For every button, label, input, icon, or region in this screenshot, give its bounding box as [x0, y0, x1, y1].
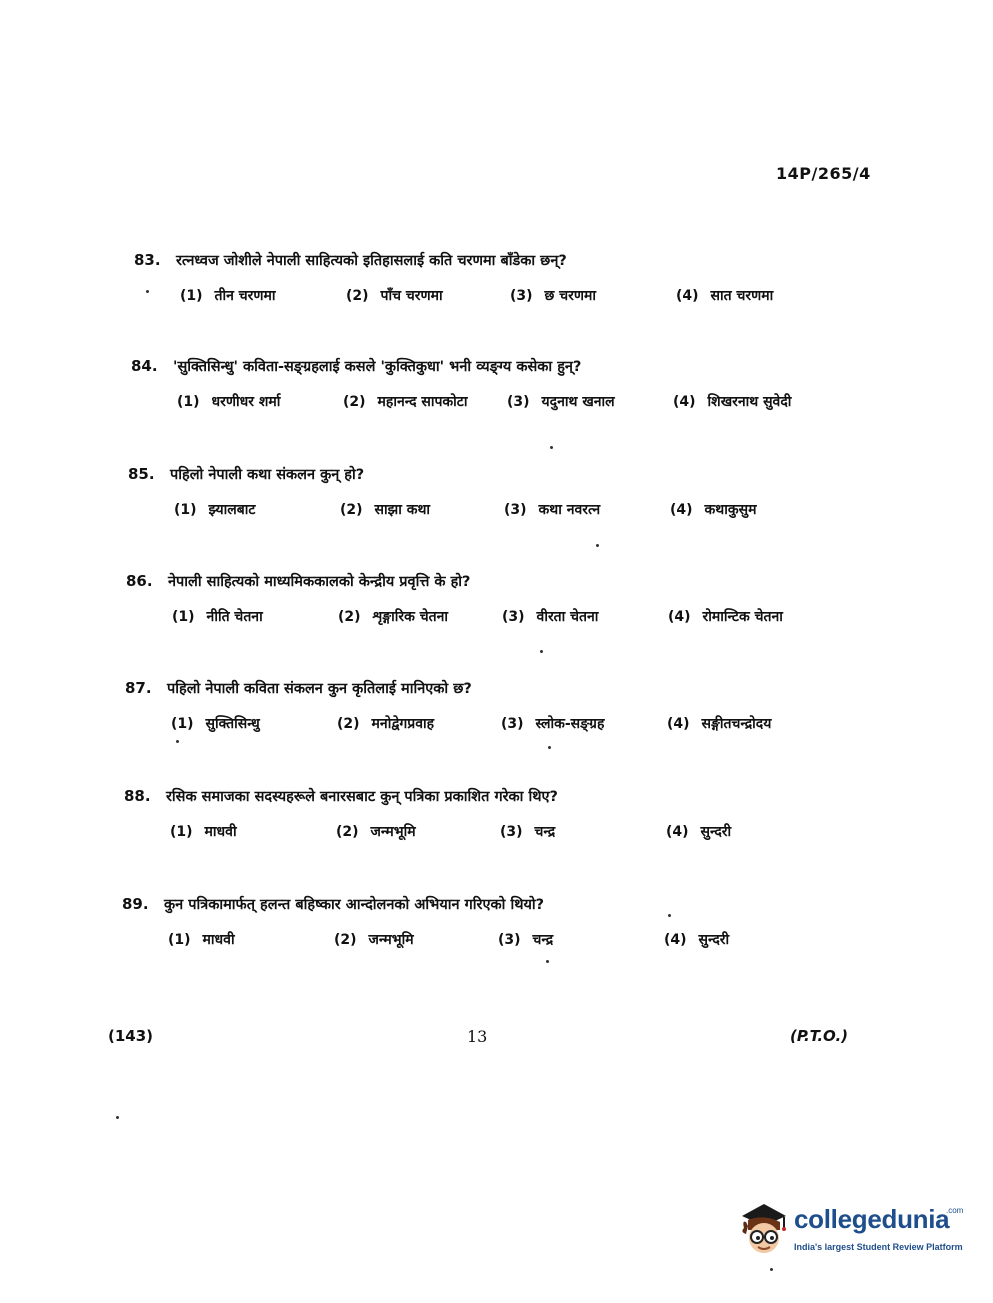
- option-1: (1) माधवी: [170, 824, 237, 840]
- question-88: [124, 786, 824, 852]
- question-text: रत्नध्वज जोशीले नेपाली साहित्यको इतिहासलाई कति चरणमा बाँडेका छन्?: [176, 253, 567, 269]
- student-mascot-icon: [736, 1196, 792, 1256]
- scan-speck: [146, 290, 149, 293]
- options-list: [131, 392, 831, 422]
- question-number: 88.: [124, 787, 151, 805]
- scan-speck: [116, 1116, 119, 1119]
- scan-speck: [770, 1268, 773, 1271]
- option-3: (3) कथा नवरत्न: [504, 502, 601, 518]
- question-85: [128, 464, 828, 530]
- question-83: [134, 250, 834, 316]
- question-text: 'सुक्तिसिन्धु' कविता-सङ्ग्रहलाई कसले 'कुक्तिकुधा' भनी व्यङ्ग्य कसेका हुन्?: [173, 359, 582, 375]
- option-3: (3) यदुनाथ खनाल: [507, 394, 615, 410]
- logo-tagline: India's largest Student Review Platform: [794, 1242, 963, 1252]
- question-number: 85.: [128, 465, 155, 483]
- option-3: (3) चन्द्र: [500, 824, 556, 840]
- option-3: (3) स्लोक-सङ्ग्रह: [501, 716, 605, 732]
- logo-domain: .com: [946, 1206, 964, 1215]
- options-list: [134, 286, 834, 316]
- scan-speck: [550, 446, 553, 449]
- option-1: (1) धरणीधर शर्मा: [177, 394, 281, 410]
- question-text: कुन पत्रिकामार्फत् हलन्त बहिष्कार आन्दोलनको अभियान गरिएको थियो?: [164, 897, 545, 913]
- question-86: [126, 571, 826, 637]
- collegedunia-logo: [736, 1196, 966, 1266]
- option-3: (3) छ चरणमा: [510, 288, 596, 304]
- scan-speck: [596, 544, 599, 547]
- question-87: [125, 678, 825, 744]
- options-list: [126, 607, 826, 637]
- question-84: [131, 356, 831, 422]
- option-4: (4) सुन्दरी: [664, 932, 730, 948]
- pto-label: (P.T.O.): [790, 1027, 849, 1045]
- option-2: (2) पाँच चरणमा: [346, 288, 443, 304]
- page-number: 13: [467, 1027, 488, 1046]
- option-1: (1) सुक्तिसिन्धु: [171, 716, 260, 732]
- question-number: 83.: [134, 251, 161, 269]
- question-number: 86.: [126, 572, 153, 590]
- option-4: (4) रोमान्टिक चेतना: [668, 609, 783, 625]
- question-number: 84.: [131, 357, 158, 375]
- scan-speck: [546, 960, 549, 963]
- option-3: (3) चन्द्र: [498, 932, 554, 948]
- option-4: (4) सात चरणमा: [676, 288, 774, 304]
- logo-wordmark: collegedunia: [794, 1204, 950, 1234]
- scan-speck: [176, 740, 179, 743]
- option-2: (2) जन्मभूमि: [334, 932, 414, 948]
- option-2: (2) साझा कथा: [340, 502, 431, 518]
- options-list: [125, 714, 825, 744]
- options-list: [124, 822, 824, 852]
- options-list: [128, 500, 828, 530]
- option-2: (2) शृङ्गारिक चेतना: [338, 609, 449, 625]
- option-2: (2) महानन्द सापकोटा: [343, 394, 468, 410]
- option-3: (3) वीरता चेतना: [502, 609, 599, 625]
- question-text: पहिलो नेपाली कथा संकलन कुन् हो?: [170, 467, 365, 483]
- footer-code: (143): [108, 1027, 154, 1045]
- option-2: (2) जन्मभूमि: [336, 824, 416, 840]
- question-number: 87.: [125, 679, 152, 697]
- option-4: (4) शिखरनाथ सुवेदी: [673, 394, 792, 410]
- question-89: [122, 894, 822, 960]
- question-text: नेपाली साहित्यको माध्यमिककालको केन्द्रीय प्रवृत्ति के हो?: [168, 574, 471, 590]
- option-4: (4) सुन्दरी: [666, 824, 732, 840]
- question-text: पहिलो नेपाली कविता संकलन कुन कृतिलाई मानिएको छ?: [167, 681, 472, 697]
- paper-code: 14P/265/4: [776, 164, 871, 183]
- option-4: (4) सङ्गीतचन्द्रोदय: [667, 716, 772, 732]
- option-1: (1) नीति चेतना: [172, 609, 263, 625]
- option-1: (1) झ्यालबाट: [174, 502, 256, 518]
- scan-speck: [540, 650, 543, 653]
- options-list: [122, 930, 822, 960]
- option-4: (4) कथाकुसुम: [670, 502, 757, 518]
- scan-speck: [668, 914, 671, 917]
- option-2: (2) मनोद्वेगप्रवाह: [337, 716, 435, 732]
- question-text: रसिक समाजका सदस्यहरूले बनारसबाट कुन् पत्रिका प्रकाशित गरेका थिए?: [166, 789, 558, 805]
- question-number: 89.: [122, 895, 149, 913]
- scan-speck: [548, 746, 551, 749]
- option-1: (1) तीन चरणमा: [180, 288, 276, 304]
- option-1: (1) माधवी: [168, 932, 235, 948]
